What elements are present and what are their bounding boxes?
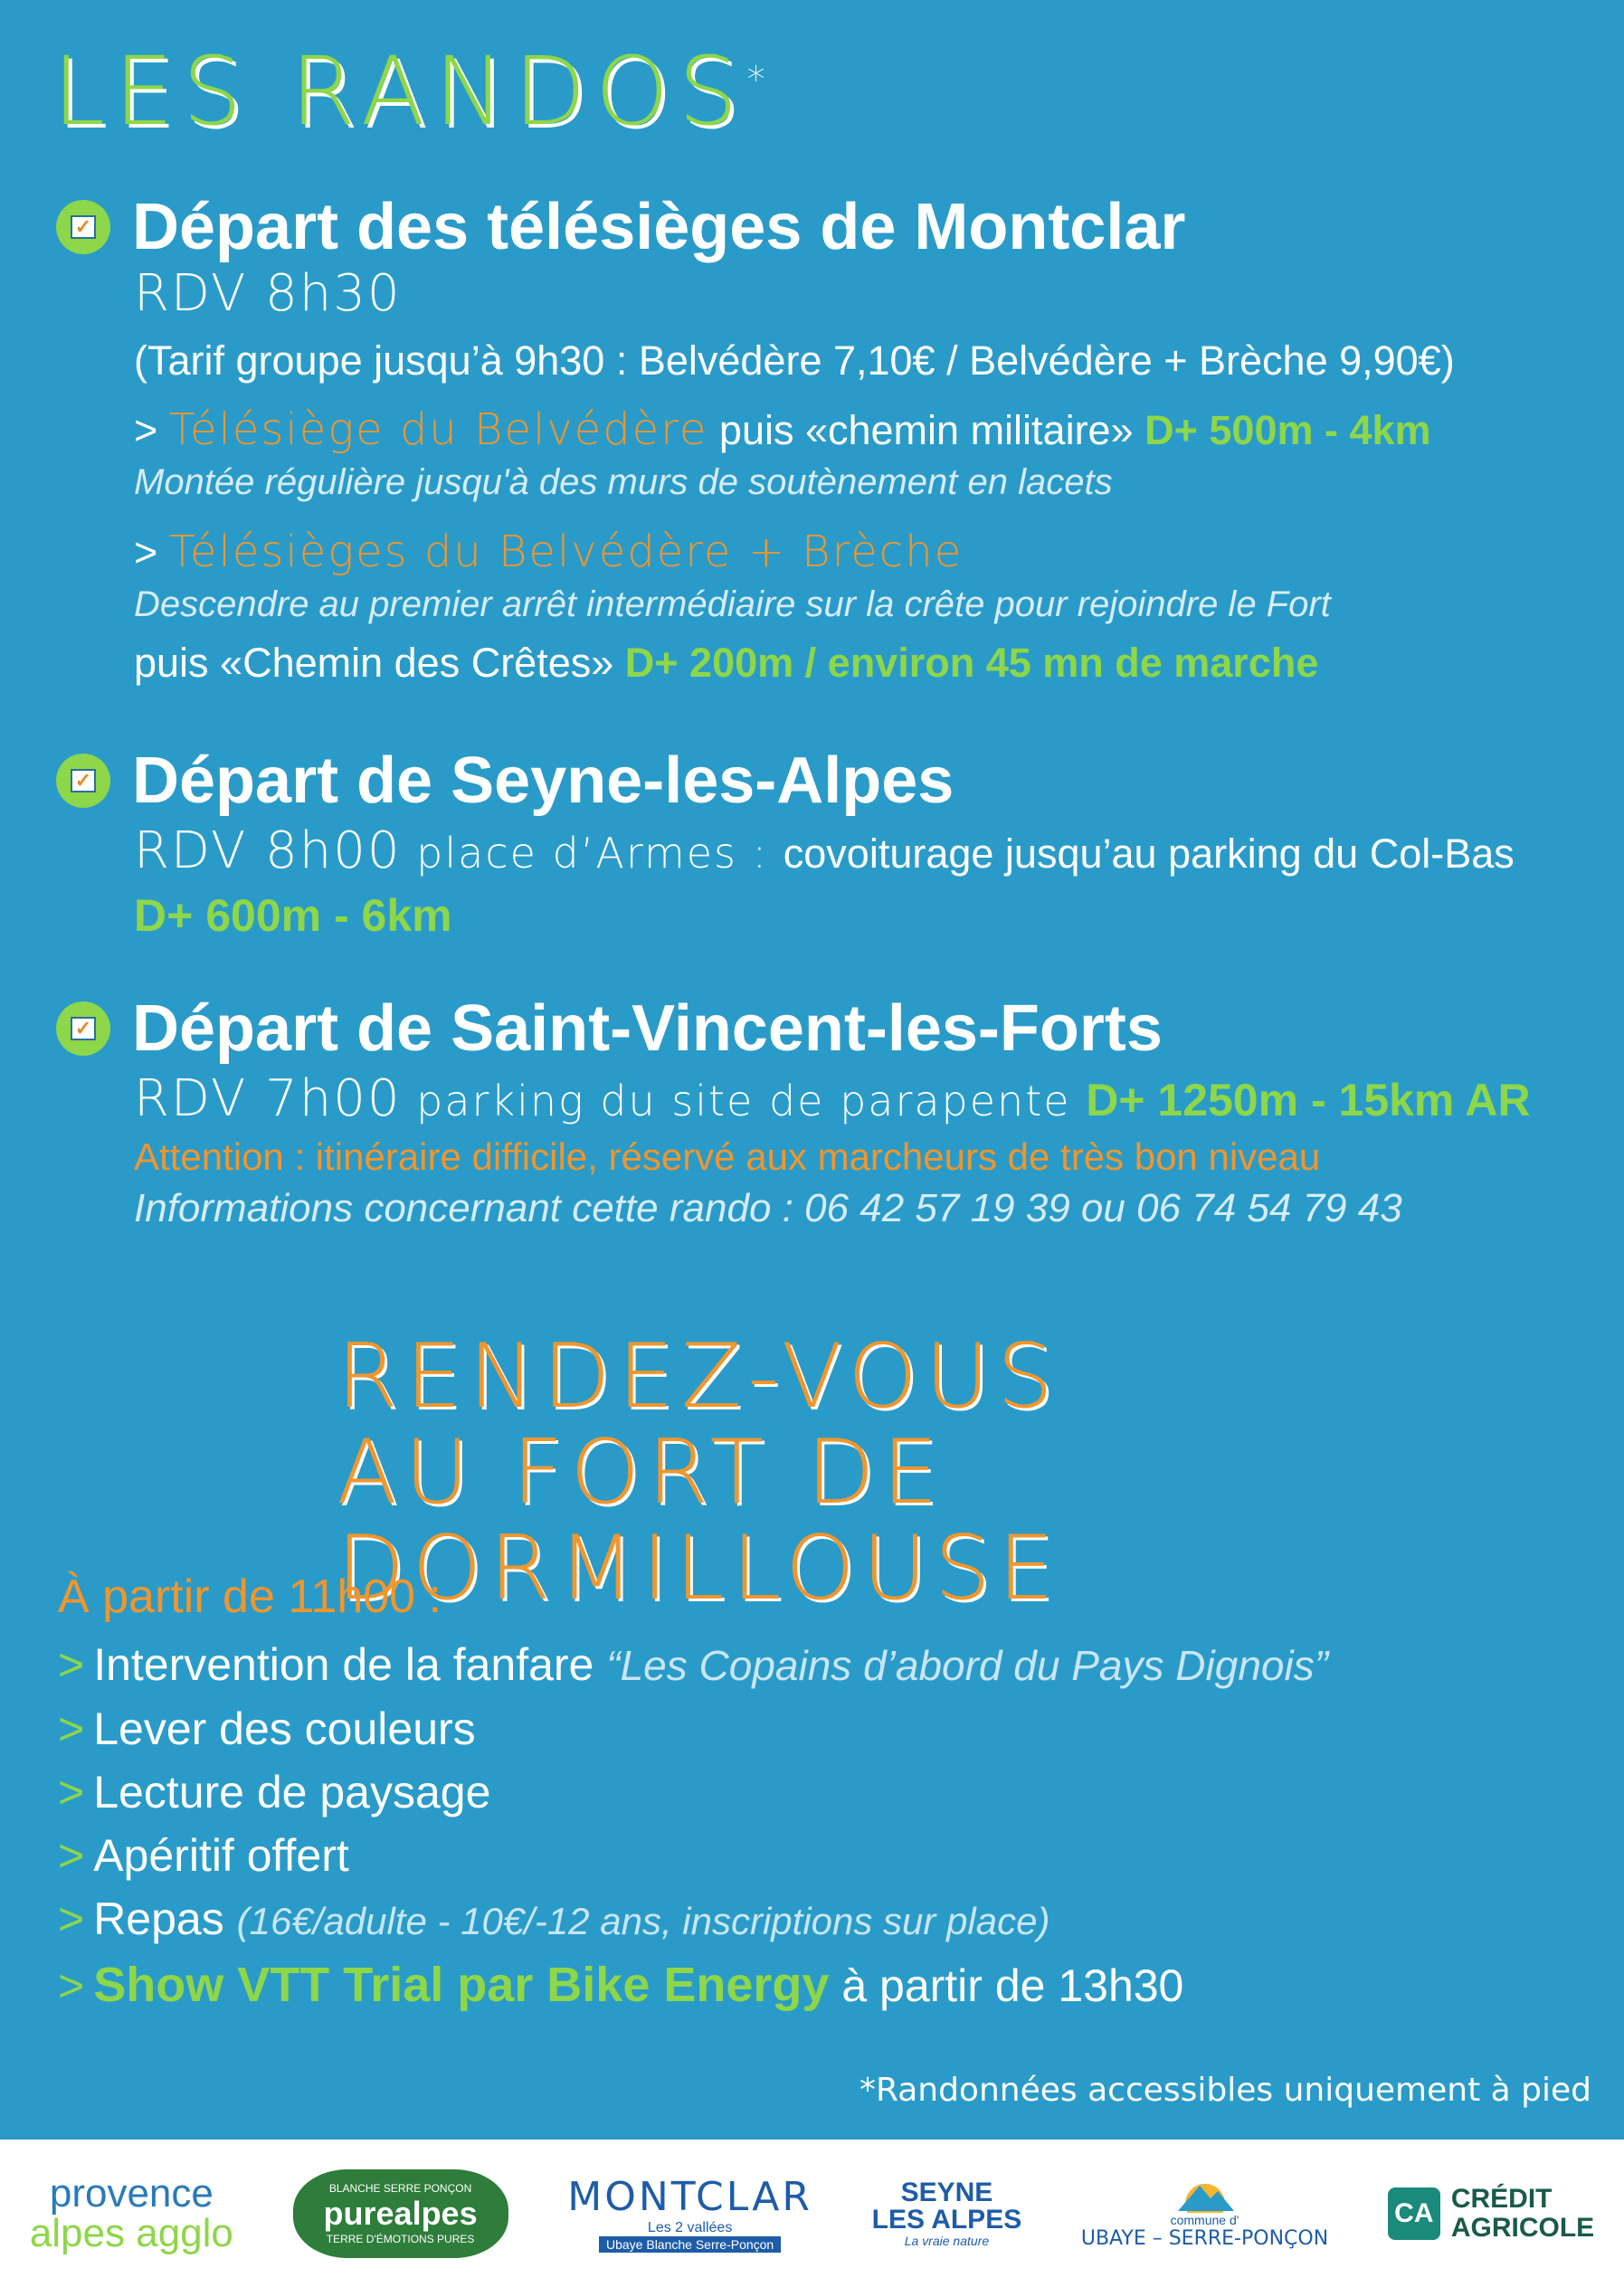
- section-title: Départ de Seyne-les-Alpes: [132, 745, 954, 817]
- rendezvous-line2: AU FORT DE DORMILLOUSE: [337, 1420, 1061, 1620]
- checkbox-icon: ✓: [56, 754, 110, 808]
- list-item: [58, 1887, 1328, 1953]
- logo-text: commune d': [1170, 2213, 1239, 2227]
- list-item: [58, 1633, 1328, 1697]
- route-stats: D+ 200m / environ 45 mn de marche: [624, 640, 1319, 686]
- logo-text: alpes agglo: [29, 2210, 233, 2255]
- logo-text: LES ALPES: [871, 2204, 1022, 2235]
- rdv-detail: covoiturage jusqu’au parking du Col-Bas: [783, 830, 1515, 877]
- checkbox-icon: ✓: [56, 200, 110, 254]
- route-middle: puis «chemin militaire»: [708, 407, 1145, 453]
- item-text: Intervention de la fanfare: [93, 1639, 607, 1690]
- route-marker: >: [134, 407, 169, 453]
- item-text: Repas: [93, 1893, 237, 1944]
- section-heading: [56, 744, 1594, 818]
- ubaye-serre-poncon-logo: [1081, 2177, 1328, 2250]
- section-heading: [56, 190, 1594, 264]
- rdv-place: parking du site de parapente: [401, 1077, 1087, 1125]
- credit-agricole-mark-icon: CA: [1388, 2187, 1440, 2240]
- item-marker: >: [58, 1639, 85, 1690]
- section-title: Départ des télésièges de Montclar: [132, 191, 1186, 263]
- route-name: Télésiège du Belvédère: [168, 404, 708, 455]
- logo-text: Les 2 vallées: [647, 2220, 733, 2235]
- provence-alpes-logo: [29, 2170, 233, 2255]
- route-breche: [134, 527, 1594, 577]
- rendezvous-line1: RENDEZ-VOUS: [337, 1325, 1061, 1428]
- item-marker: >: [58, 1893, 85, 1944]
- section-montclar: [56, 190, 1594, 687]
- item-marker: >: [58, 1703, 85, 1754]
- route-text: puis «Chemin des Crêtes»: [134, 640, 625, 686]
- item-highlight: Show VTT Trial par Bike Energy: [93, 1958, 830, 2012]
- item-extra: (16€/adulte - 10€/-12 ans, inscriptions sur place): [236, 1900, 1050, 1942]
- route-note: Descendre au premier arrêt intermédiaire sur la crête pour rejoindre le Fort: [134, 584, 1331, 624]
- footnote: *Randonnées accessibles uniquement à pied: [859, 2072, 1591, 2109]
- logo-text: MONTCLAR: [567, 2174, 812, 2220]
- item-text: Lecture de paysage: [93, 1767, 491, 1817]
- list-item: [58, 1697, 1328, 1760]
- section-heading: [56, 992, 1594, 1066]
- route-note: Montée régulière jusqu'à des murs de soutènement en lacets: [134, 462, 1113, 502]
- logo-text: La vraie nature: [904, 2233, 990, 2248]
- rdv-time: RDV 8h30: [134, 264, 402, 323]
- main-title-text: LES RANDOS: [52, 36, 747, 147]
- checkbox-icon: ✓: [56, 1001, 110, 1056]
- logo-text: Ubaye Blanche Serre-Ponçon: [599, 2236, 781, 2253]
- mountain-icon: [1169, 2177, 1241, 2213]
- montclar-logo: [567, 2174, 812, 2253]
- program: [58, 1570, 1328, 2017]
- main-title: [52, 36, 765, 147]
- rdv-place: place d’Armes :: [401, 829, 784, 878]
- route-stats: D+ 500m - 4km: [1144, 407, 1431, 453]
- rdv-time: RDV 7h00: [134, 1069, 402, 1128]
- logo-text: CRÉDIT: [1450, 2183, 1553, 2214]
- section-title: Départ de Saint-Vincent-les-Forts: [132, 992, 1163, 1065]
- credit-agricole-logo: [1388, 2185, 1594, 2243]
- list-item: [58, 1760, 1328, 1824]
- route-belvedere: [134, 404, 1594, 455]
- item-marker: >: [58, 1767, 85, 1817]
- logo-text: TERRE D'ÉMOTIONS PURES: [326, 2232, 475, 2245]
- logo-text: purealpes: [323, 2194, 478, 2232]
- tarif-text: (Tarif groupe jusqu’à 9h30 : Belvédère 7,10€ / Belvédère + Brèche 9,90€): [134, 337, 1455, 384]
- logo-text: AGRICOLE: [1450, 2212, 1595, 2243]
- rdv-line: [134, 1069, 1594, 1128]
- route-line: [134, 640, 1594, 687]
- logo-text: SEYNE: [900, 2177, 993, 2207]
- seyne-les-alpes-logo: [872, 2179, 1022, 2248]
- item-text: Lever des couleurs: [93, 1703, 476, 1754]
- list-item: [58, 1824, 1328, 1887]
- item-marker: >: [58, 1830, 85, 1881]
- route-stats: D+ 1250m - 15km AR: [1086, 1075, 1531, 1125]
- warning-text: Attention : itinéraire difficile, réservé aux marcheurs de très bon niveau: [134, 1135, 1321, 1178]
- sponsor-logos: [0, 2140, 1624, 2287]
- info-text: Informations concernant cette rando : 06 42 57 19 39 ou 06 74 54 79 43: [134, 1186, 1402, 1230]
- section-saint-vincent: [56, 992, 1594, 1231]
- logo-text: UBAYE – SERRE-PONÇON: [1080, 2227, 1329, 2250]
- route-stats: D+ 600m - 6km: [134, 890, 452, 941]
- route-marker: >: [134, 529, 169, 575]
- item-text: à partir de 13h30: [829, 1960, 1184, 2011]
- program-heading: À partir de 11h00 :: [58, 1571, 442, 1623]
- purealpes-logo: [293, 2169, 508, 2258]
- list-item: [58, 1953, 1328, 2017]
- route-name: Télésièges du Belvédère + Brèche: [168, 527, 964, 577]
- item-marker: >: [58, 1960, 85, 2011]
- rdv-time: RDV 8h00: [134, 821, 402, 880]
- item-text: Apéritif offert: [93, 1830, 349, 1881]
- item-extra: “Les Copains d’abord du Pays Dignois”: [606, 1642, 1329, 1689]
- section-seyne: [56, 744, 1594, 942]
- logo-text: provence: [49, 2170, 214, 2216]
- title-asterisk: *: [746, 59, 765, 101]
- logo-text: BLANCHE SERRE PONÇON: [328, 2181, 472, 2195]
- rdv-line: [134, 821, 1594, 880]
